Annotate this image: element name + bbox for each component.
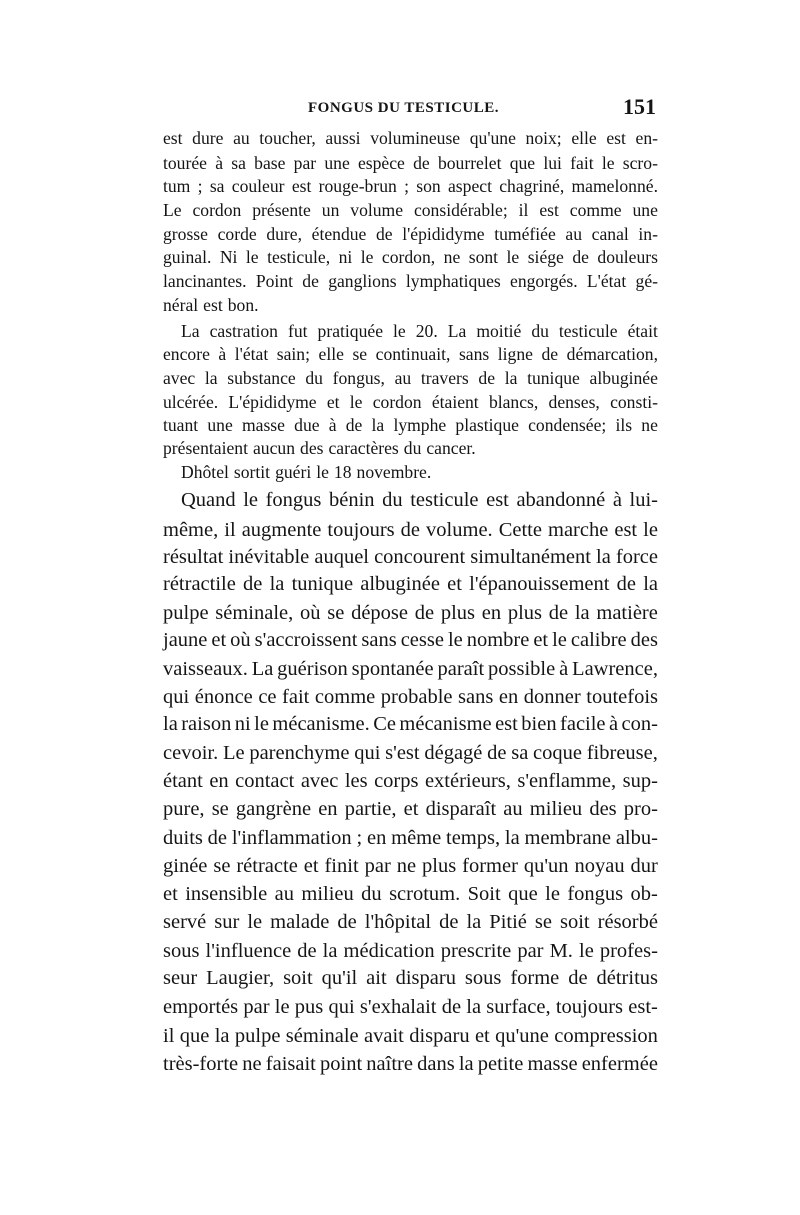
text-line: et insensible au milieu du scrotum. Soit que le fongus ob- xyxy=(163,883,658,905)
text-line: tourée à sa base par une espèce de bourrelet que lui fait le scro- xyxy=(163,153,658,173)
text-line: grosse corde dure, étendue de l'épididyme tuméfiée au canal in- xyxy=(163,224,658,244)
text-line: tum ; sa couleur est rouge-brun ; son aspect chagriné, mamelonné. xyxy=(163,176,658,196)
text-line: seur Laugier, soit qu'il ait disparu sous forme de détritus xyxy=(163,967,658,989)
text-line: est dure au toucher, aussi volumineuse qu'une noix; elle est en- xyxy=(163,128,658,148)
text-line: cevoir. Le parenchyme qui s'est dégagé de sa coque fibreuse, xyxy=(163,742,658,764)
text-line: qui énonce ce fait comme probable sans en donner toutefois xyxy=(163,686,658,708)
text-line: encore à l'état sain; elle se continuait, sans ligne de démarcation, xyxy=(163,344,658,364)
text-line: Quand le fongus bénin du testicule est abandonné à lui- xyxy=(181,489,658,511)
text-line: la raison ni le mécanisme. Ce mécanisme est bien facile à con- xyxy=(163,713,658,735)
text-line: pure, se gangrène en partie, et disparaît au milieu des pro- xyxy=(163,798,658,820)
text-line: vaisseaux. La guérison spontanée paraît possible à Lawrence, xyxy=(163,658,658,680)
text-line: La castration fut pratiquée le 20. La moitié du testicule était xyxy=(181,321,658,341)
text-line: présentaient aucun des caractères du cancer. xyxy=(163,438,476,458)
text-line: rétractile de la tunique albuginée et l'épanouissement de la xyxy=(163,573,658,595)
text-line: Le cordon présente un volume considérable; il est comme une xyxy=(163,200,658,220)
text-line: lancinantes. Point de ganglions lymphatiques engorgés. L'état gé- xyxy=(163,271,658,291)
text-line: même, il augmente toujours de volume. Cette marche est le xyxy=(163,519,658,541)
text-line: sous l'influence de la médication prescrite par M. le profes- xyxy=(163,940,658,962)
text-line: très-forte ne faisait point naître dans la petite masse enfermée xyxy=(163,1053,658,1075)
text-line: avec la substance du fongus, au travers de la tunique albuginée xyxy=(163,368,658,388)
text-line: pulpe séminale, où se dépose de plus en plus de la matière xyxy=(163,602,658,624)
running-head xyxy=(160,94,656,122)
text-line: duits de l'inflammation ; en même temps, la membrane albu- xyxy=(163,827,658,849)
text-line: jaune et où s'accroissent sans cesse le nombre et le calibre des xyxy=(163,629,658,651)
text-line: Dhôtel sortit guéri le 18 novembre. xyxy=(181,462,432,482)
text-line: ulcérée. L'épididyme et le cordon étaient blancs, denses, consti- xyxy=(163,392,658,412)
running-title: FONGUS DU TESTICULE. xyxy=(308,100,500,116)
page-number: 151 xyxy=(623,94,656,119)
text-line: ginée se rétracte et finit par ne plus former qu'un noyau dur xyxy=(163,855,658,877)
text-line: emportés par le pus qui s'exhalait de la surface, toujours est- xyxy=(163,996,658,1018)
text-line: servé sur le malade de l'hôpital de la Pitié se soit résorbé xyxy=(163,911,658,933)
text-line: étant en contact avec les corps extérieurs, s'enflamme, sup- xyxy=(163,770,658,792)
text-line: il que la pulpe séminale avait disparu et qu'une compression xyxy=(163,1025,658,1047)
text-line: néral est bon. xyxy=(163,295,259,315)
text-line: guinal. Ni le testicule, ni le cordon, ne sont le siége de douleurs xyxy=(163,247,658,267)
text-line: résultat inévitable auquel concourent simultanément la force xyxy=(163,546,658,568)
text-line: tuant une masse due à de la lymphe plastique condensée; ils ne xyxy=(163,415,658,435)
